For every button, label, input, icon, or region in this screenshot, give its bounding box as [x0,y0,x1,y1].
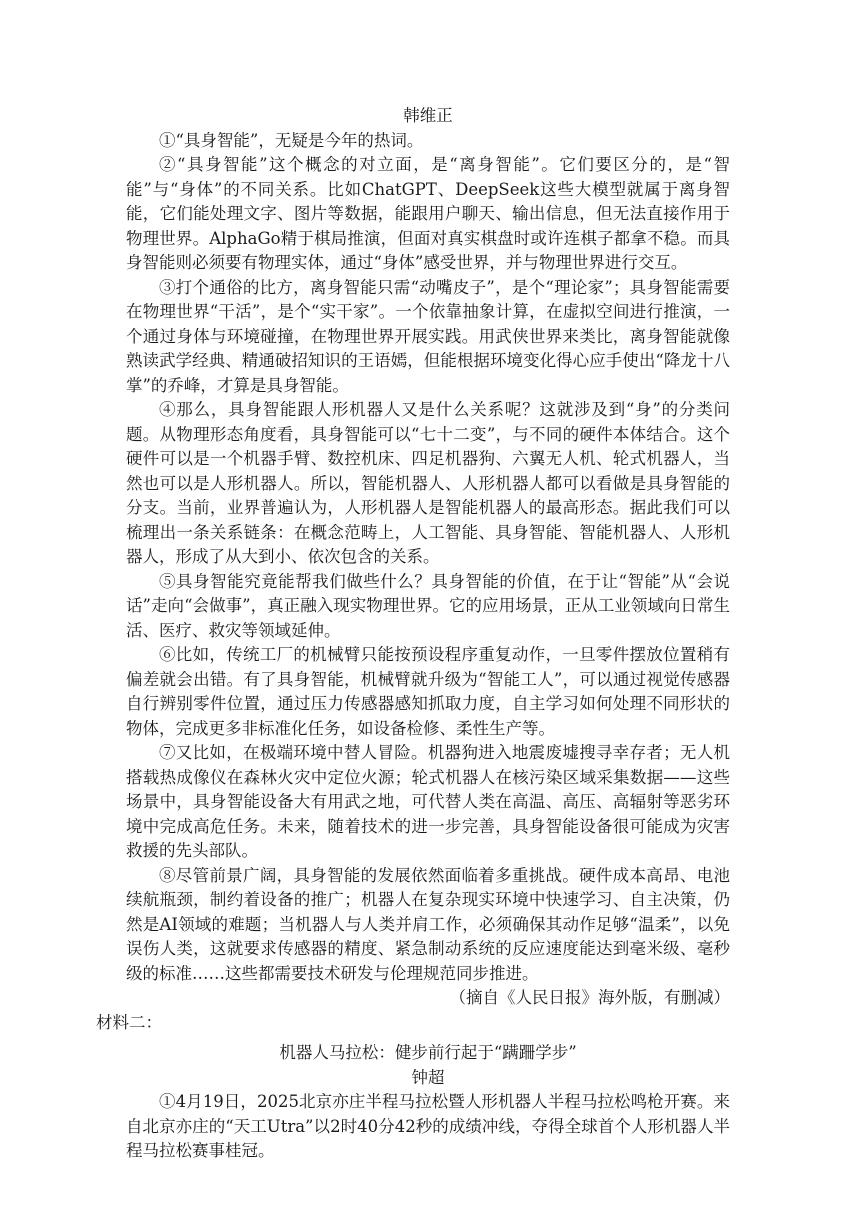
material1-paragraph-7: ⑦又比如，在极端环境中替人冒险。机器狗进入地震废墟搜寻幸存者；无人机搭载热成像仪在森林火灾中定位火源；轮式机器人在核污染区域采集数据——这些场景中，具身智能设备大有用武之地，可代替人类在高温、高压、高辐射等恶劣环境中完成高危任务。未来，随着技术的进一步完善，具身智能设备很可能成为灾害救援的先头部队。 [126,743,730,860]
document-page [96,104,730,1164]
material1-paragraph-3: ③打个通俗的比方，离身智能只需“动嘴皮子”，是个“理论家”；具身智能需要在物理世界“干活”，是个“实干家”。一个依靠抽象计算，在虚拟空间进行推演，一个通过身体与环境碰撞，在物理世界开展实践。用武侠世界来类比，离身智能就像熟读武学经典、精通破招知识的王语嫣，但能根据环境变化得心应手使出“降龙十八掌”的乔峰，才算是具身智能。 [126,277,730,395]
material2-label: 材料二： [96,1012,162,1032]
material1-author: 韩维正 [403,106,453,125]
material1-source: （摘自《人民日报》海外版，有删减） [449,988,730,1007]
material1-paragraph-5: ⑤具身智能究竟能帮我们做些什么？具身智能的价值，在于让“智能”从“会说话”走向“会做事”，真正融入现实物理世界。它的应用场景，正从工业领域向日常生活、医疗、救灾等领域延伸。 [126,571,730,640]
material1-paragraph-6: ⑥比如，传统工厂的机械臂只能按预设程序重复动作，一旦零件摆放位置稍有偏差就会出错。有了具身智能，机械臂就升级为“智能工人”，可以通过视觉传感器自行辨别零件位置，通过压力传感器感知抓取力度，自主学习如何处理不同形状的物体，完成更多非标准化任务，如设备检修、柔性生产等。 [126,645,730,738]
material1-paragraph-1: ①“具身智能”，无疑是今年的热词。 [159,130,424,150]
material2-title: 机器人马拉松：健步前行起于“蹒跚学步” [279,1043,577,1062]
material1-paragraph-8: ⑧尽管前景广阔，具身智能的发展依然面临着多重挑战。硬件成本高昂、电池续航瓶颈，制约着设备的推广；机器人在复杂现实环境中快速学习、自主决策，仍然是AI领域的难题；当机器人与人类并肩工作，必须确保其动作足够“温柔”，以免误伤人类，这就要求传感器的精度、紧急制动系统的反应速度能达到毫米级、毫秒级的标准……这些都需要技术研发与伦理规范同步推进。 [126,865,730,983]
material1-paragraph-2: ②“具身智能”这个概念的对立面，是“离身智能”。它们要区分的，是“智能”与“身体”的不同关系。比如ChatGPT、DeepSeek这些大模型就属于离身智能，它们能处理文字、图片等数据，能跟用户聊天、输出信息，但无法直接作用于物理世界。AlphaGo精于棋局推演，但面对真实棋盘时或许连棋子都拿不稳。而具身智能则必须要有物理实体，通过“身体”感受世界，并与物理世界进行交互。 [126,155,730,272]
material1-paragraph-4: ④那么，具身智能跟人形机器人又是什么关系呢？这就涉及到“身”的分类问题。从物理形态角度看，具身智能可以“七十二变”，与不同的硬件本体结合。这个硬件可以是一个机器手臂、数控机床、四足机器狗、六翼无人机、轮式机器人，当然也可以是人形机器人。所以，智能机器人、人形机器人都可以看做是具身智能的分支。当前，业界普遍认为，人形机器人是智能机器人的最高形态。据此我们可以梳理出一条关系链条：在概念范畴上，人工智能、具身智能、智能机器人、人形机器人，形成了从大到小、依次包含的关系。 [126,400,730,566]
material2-author: 钟超 [411,1067,445,1087]
material2-paragraph-1: ①4月19日，2025北京亦庄半程马拉松暨人形机器人半程马拉松鸣枪开赛。来自北京亦庄的“天工Utra”以2时40分42秒的成绩冲线，夺得全球首个人形机器人半程马拉松赛事桂冠。 [126,1092,730,1160]
